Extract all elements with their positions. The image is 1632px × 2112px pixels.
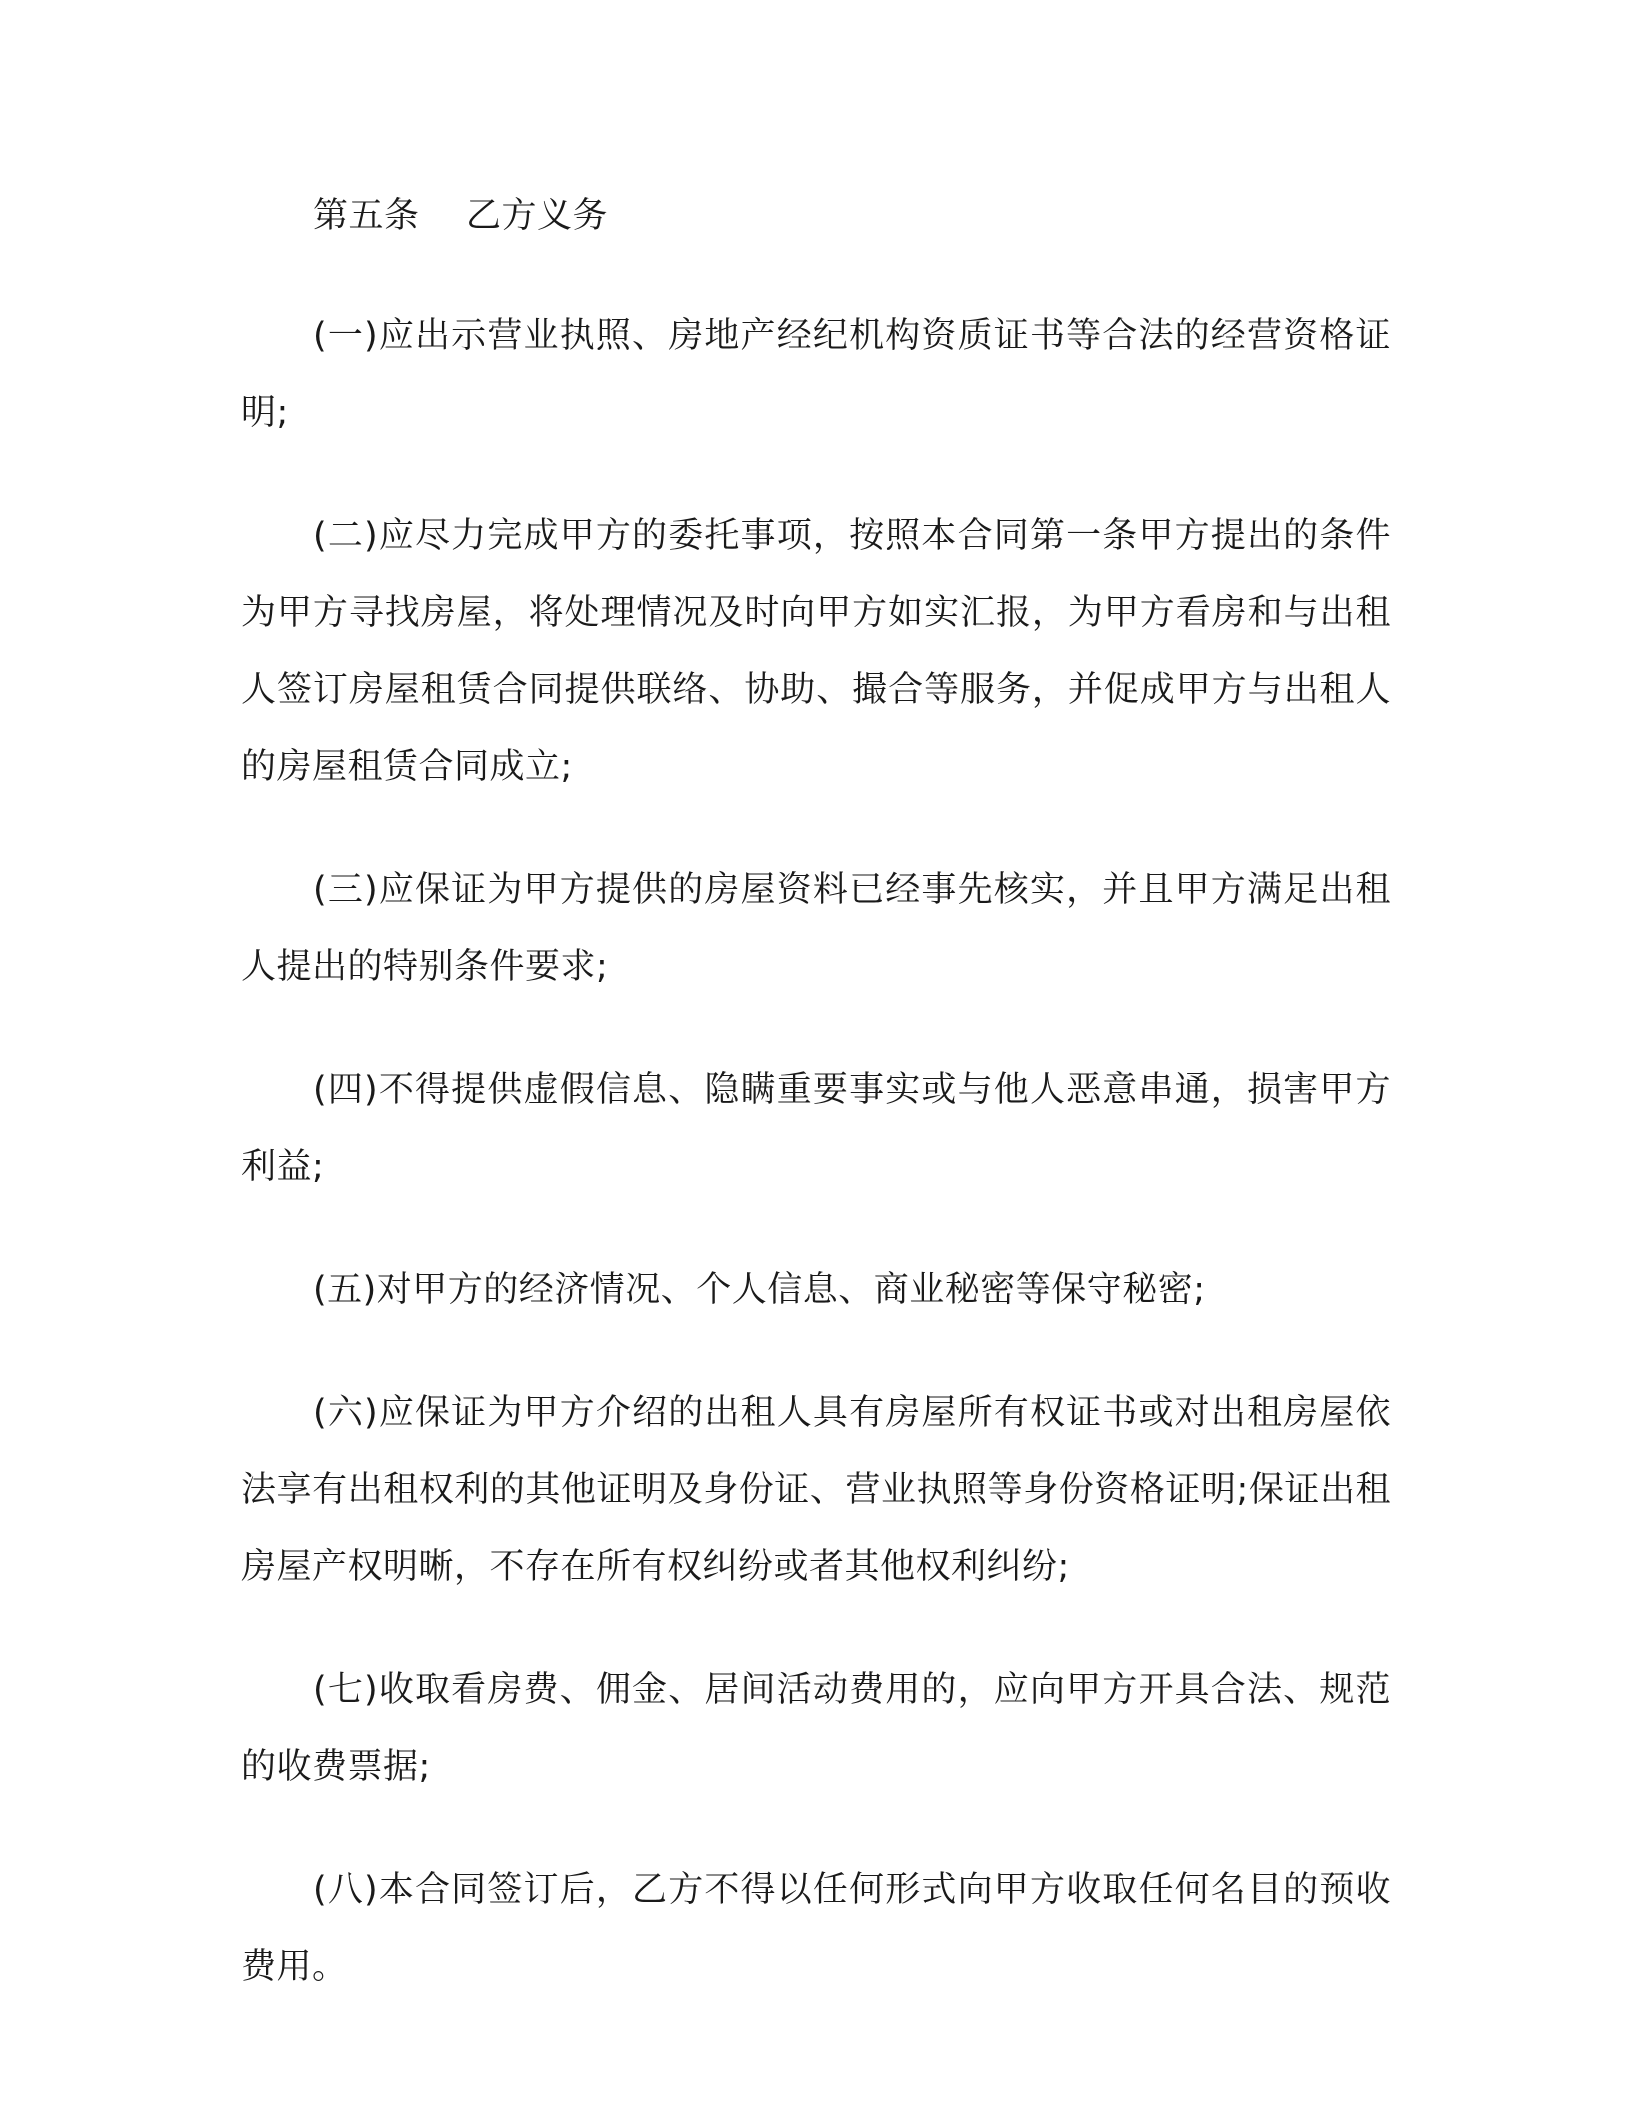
clause-7: (七)收取看房费、佣金、居间活动费用的，应向甲方开具合法、规范的收费票据; — [241, 1670, 1391, 1787]
clause-3: (三)应保证为甲方提供的房屋资料已经事先核实，并且甲方满足出租人提出的特别条件要求; — [241, 870, 1391, 987]
article-title: 第五条 乙方义务 — [313, 196, 609, 236]
clause-8: (八)本合同签订后，乙方不得以任何形式向甲方收取任何名目的预收费用。 — [241, 1870, 1391, 1987]
clause-1: (一)应出示营业执照、房地产经纪机构资质证书等合法的经营资格证明; — [241, 316, 1391, 433]
clause-4: (四)不得提供虚假信息、隐瞒重要事实或与他人恶意串通，损害甲方利益; — [241, 1070, 1391, 1187]
document-body — [241, 186, 1391, 2052]
clause-2: (二)应尽力完成甲方的委托事项，按照本合同第一条甲方提出的条件为甲方寻找房屋，将处理情况及时向甲方如实汇报，为甲方看房和与出租人签订房屋租赁合同提供联络、协助、撮合等服务，并促成甲方与出租人的房屋租赁合同成立; — [241, 516, 1391, 787]
clause-5: (五)对甲方的经济情况、个人信息、商业秘密等保守秘密; — [313, 1270, 1206, 1310]
clause-6: (六)应保证为甲方介绍的出租人具有房屋所有权证书或对出租房屋依法享有出租权利的其他证明及身份证、营业执照等身份资格证明;保证出租房屋产权明晰，不存在所有权纠纷或者其他权利纠纷; — [241, 1393, 1391, 1587]
